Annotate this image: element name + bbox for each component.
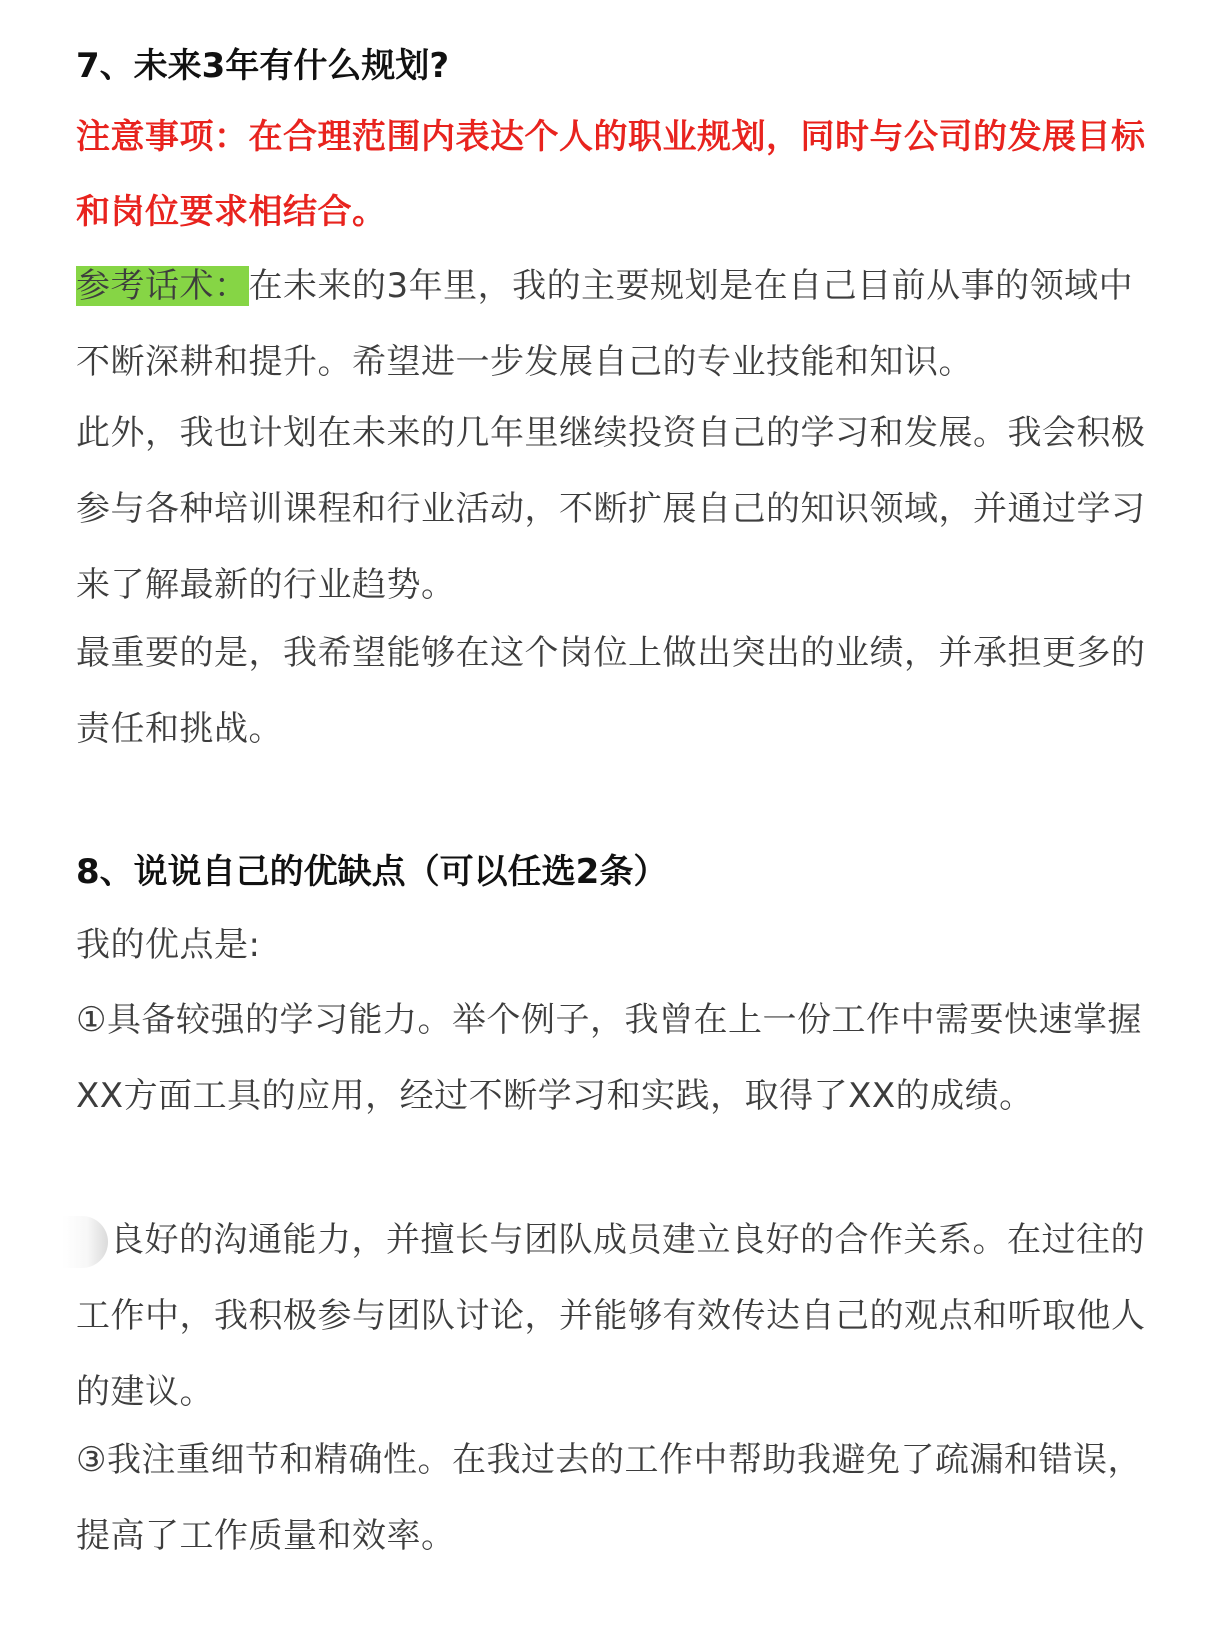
reference-label: 参考话术： xyxy=(76,266,249,306)
section7-reference xyxy=(76,248,1156,400)
section7-note: 注意事项：在合理范围内表达个人的职业规划，同时与公司的发展目标和岗位要求相结合。 xyxy=(76,117,1146,232)
section8-intro: 我的优点是: xyxy=(76,925,261,965)
reference-text: 在未来的3年里，我的主要规划是在自己目前从事的领域中不断深耕和提升。希望进一步发展自己的专业技能和知识。 xyxy=(76,266,1134,382)
section8-title: 8、说说自己的优缺点（可以任选2条） xyxy=(76,852,668,892)
section7-paragraph-3: 最重要的是，我希望能够在这个岗位上做出突出的业绩，并承担更多的责任和挑战。 xyxy=(76,633,1146,749)
section7-title: 7、未来3年有什么规划? xyxy=(76,46,450,86)
section8-point-2: 良好的沟通能力，并擅长与团队成员建立良好的合作关系。在过往的工作中，我积极参与团队讨论，并能够有效传达自己的观点和听取他人的建议。 xyxy=(76,1220,1146,1412)
section7-paragraph-2: 此外，我也计划在未来的几年里继续投资自己的学习和发展。我会积极参与各种培训课程和行业活动，不断扩展自己的知识领域，并通过学习来了解最新的行业趋势。 xyxy=(76,413,1146,605)
section8-point-3: ③我注重细节和精确性。在我过去的工作中帮助我避免了疏漏和错误，提高了工作质量和效率。 xyxy=(76,1440,1142,1556)
section8-point-1: ①具备较强的学习能力。举个例子，我曾在上一份工作中需要快速掌握XX方面工具的应用，经过不断学习和实践，取得了XX的成绩。 xyxy=(76,1000,1142,1116)
